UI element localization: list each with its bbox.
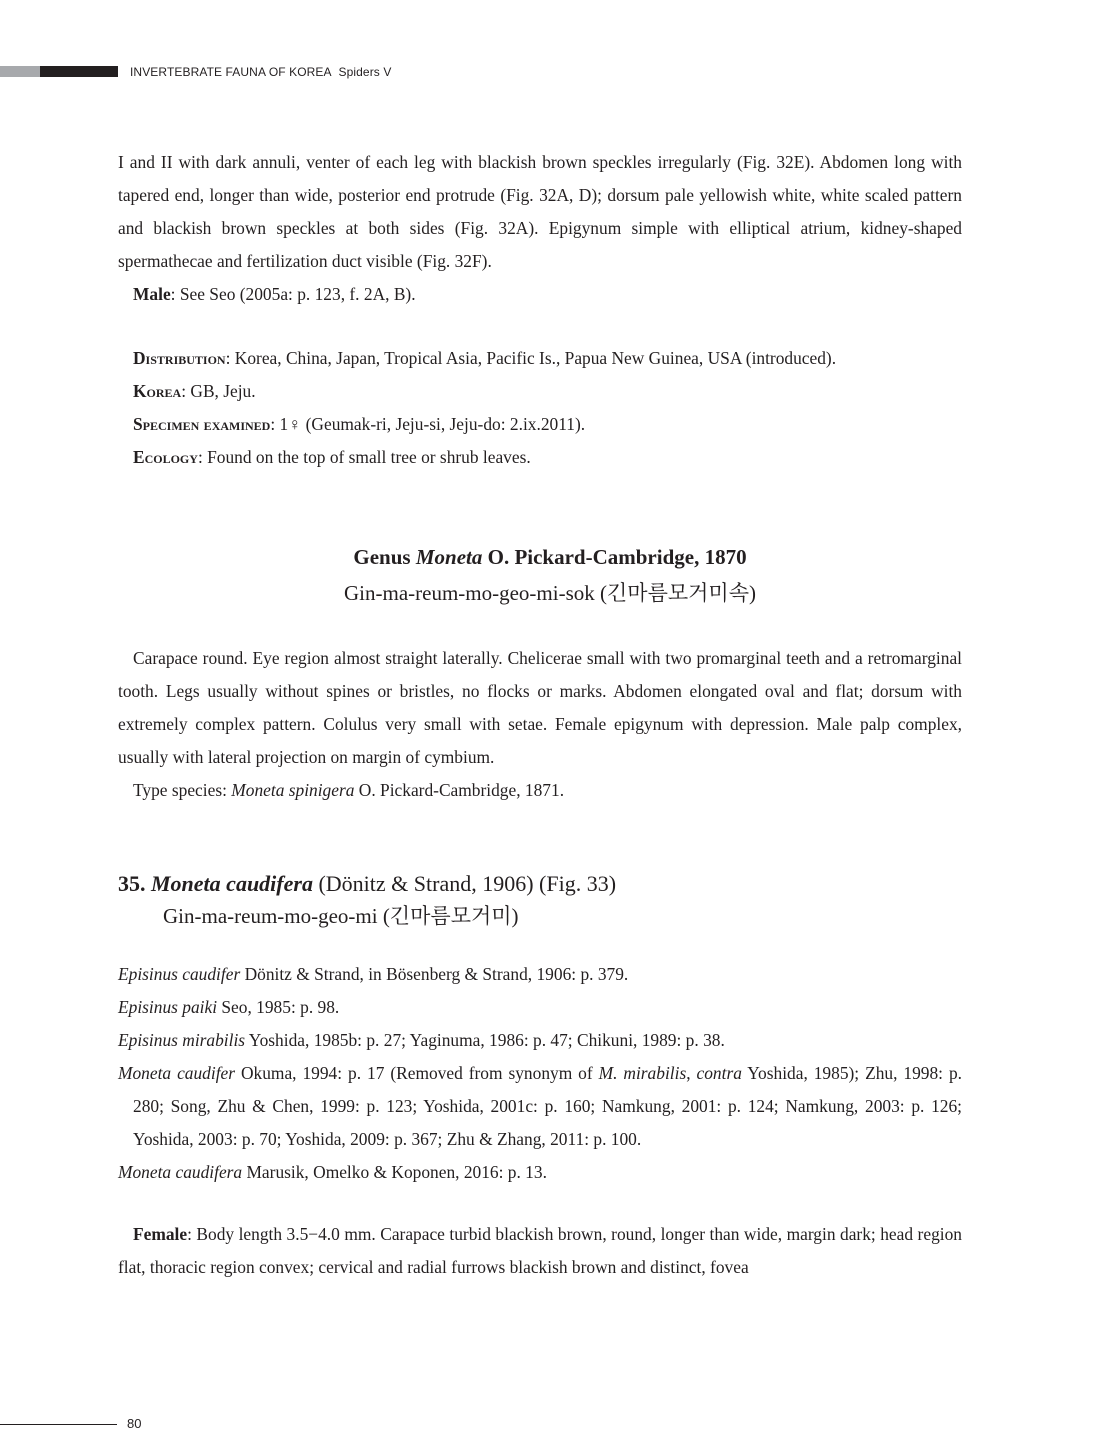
distribution-text: : Korea, China, Japan, Tropical Asia, Pacific Is., Papua New Guinea, USA (introduced). <box>225 348 837 368</box>
synonym-entry <box>118 1024 962 1057</box>
species-title <box>118 868 616 900</box>
male-paragraph <box>118 278 962 311</box>
ecology-label: Ecology <box>133 447 198 467</box>
synonym-entry <box>118 1057 962 1156</box>
species-name: Moneta caudifera <box>151 871 313 896</box>
genus-title <box>0 541 1100 573</box>
synonym-citation-cont: Yoshida, 1985); Zhu, 1998: p. 280; Song, Zhu & Chen, 1999: p. 123; Yoshida, 2001c: p. 160; Namkung, 2001: p. 124; Namkung, 2003: p. 126; Yoshida, 2003: p. 70; Yoshida, 2009: p. 367; Zhu & Zhang, 2011: p. 100. <box>133 1063 962 1149</box>
synonym-citation: Yoshida, 1985b: p. 27; Yaginuma, 1986: p. 47; Chikuni, 1989: p. 38. <box>245 1030 725 1050</box>
female-section <box>118 1218 962 1284</box>
female-text: : Body length 3.5−4.0 mm. Carapace turbid blackish brown, round, longer than wide, margin dark; head region flat, thoracic region convex; cervical and radial furrows blackish brown and distinct, fovea <box>118 1224 962 1277</box>
footer-rule <box>0 1424 117 1425</box>
genus-name: Moneta <box>415 545 483 569</box>
synonym-citation: Dönitz & Strand, in Bösenberg & Strand, 1906: p. 379. <box>240 964 629 984</box>
type-species-label: Type species: <box>133 780 232 800</box>
intro-section <box>118 146 962 311</box>
male-text: : See Seo (2005a: p. 123, f. 2A, B). <box>170 284 416 304</box>
synonym-taxon: Episinus mirabilis <box>118 1030 246 1050</box>
genus-description-section <box>118 642 962 807</box>
female-label: Female <box>133 1224 188 1244</box>
male-label: Male <box>133 284 171 304</box>
female-paragraph <box>118 1218 962 1284</box>
synonym-taxon: Moneta caudifer <box>118 1063 236 1083</box>
running-subtitle: Spiders V <box>338 65 392 79</box>
ecology-text: : Found on the top of small tree or shrub leaves. <box>197 447 531 467</box>
genus-prefix: Genus <box>353 545 411 569</box>
distribution-line <box>118 342 962 375</box>
genus-author: O. Pickard-Cambridge, 1870 <box>487 545 747 569</box>
synonym-citation: Okuma, 1994: p. 17 (Removed from synonym of <box>235 1063 599 1083</box>
type-species-author: O. Pickard-Cambridge, 1871. <box>354 780 565 800</box>
page-number: 80 <box>127 1416 142 1431</box>
korea-label: Korea <box>133 381 182 401</box>
synonym-citation: Marusik, Omelko & Koponen, 2016: p. 13. <box>242 1162 547 1182</box>
type-species-line <box>118 774 962 807</box>
type-species-name: Moneta spinigera <box>231 780 355 800</box>
distribution-section <box>118 342 962 474</box>
synonym-taxon-ref: M. mirabilis <box>598 1063 687 1083</box>
synonym-taxon: Moneta caudifera <box>118 1162 243 1182</box>
species-author-fig: (Dönitz & Strand, 1906) (Fig. 33) <box>312 871 617 896</box>
synonymy-list <box>118 958 962 1189</box>
synonym-citation: Seo, 1985: p. 98. <box>217 997 340 1017</box>
synonym-taxon: Episinus paiki <box>118 997 218 1017</box>
header-bar-light <box>0 66 40 77</box>
genus-heading <box>0 541 1100 613</box>
synonym-contra: contra <box>696 1063 742 1083</box>
specimen-label: Specimen examined <box>133 414 271 434</box>
running-title: INVERTEBRATE FAUNA OF KOREA <box>130 65 332 79</box>
header-bar-dark <box>40 66 118 77</box>
synonym-entry <box>118 1156 962 1189</box>
genus-description: Carapace round. Eye region almost straight laterally. Chelicerae small with two promarginal teeth and a retromarginal tooth. Legs usually without spines or bristles, no flocks or marks. Abdomen elongated oval and flat; dorsum with extremely complex pattern. Colulus very small with setae. Female epigynum with depression. Male palp complex, usually with lateral projection on margin of cymbium. <box>118 648 962 767</box>
specimen-text: : 1♀ (Geumak-ri, Jeju-si, Jeju-do: 2.ix.2011). <box>270 414 586 434</box>
species-korean-name: Gin-ma-reum-mo-geo-mi (긴마름모거미) <box>163 904 519 928</box>
continued-paragraph: I and II with dark annuli, venter of each leg with blackish brown speckles irregularly (Fig. 32E). Abdomen long with tapered end, longer than wide, posterior end protrude (Fig. 32A, D); dorsum pale yellowish white, white scaled pattern and blackish brown speckles at both sides (Fig. 32A). Epigynum simple with elliptical atrium, kidney-shaped spermathecae and fertilization duct visible (Fig. 32F). <box>118 152 962 271</box>
distribution-label: Distribution <box>133 348 226 368</box>
korea-text: : GB, Jeju. <box>181 381 256 401</box>
korea-line <box>118 375 962 408</box>
running-header <box>130 65 391 79</box>
synonym-separator: , <box>686 1063 697 1083</box>
ecology-line <box>118 441 962 474</box>
synonym-taxon: Episinus caudifer <box>118 964 241 984</box>
genus-korean-name: Gin-ma-reum-mo-geo-mi-sok (긴마름모거미속) <box>344 581 756 605</box>
specimen-line <box>118 408 962 441</box>
synonym-entry <box>118 958 962 991</box>
synonym-entry <box>118 991 962 1024</box>
species-number: 35. <box>118 871 146 896</box>
